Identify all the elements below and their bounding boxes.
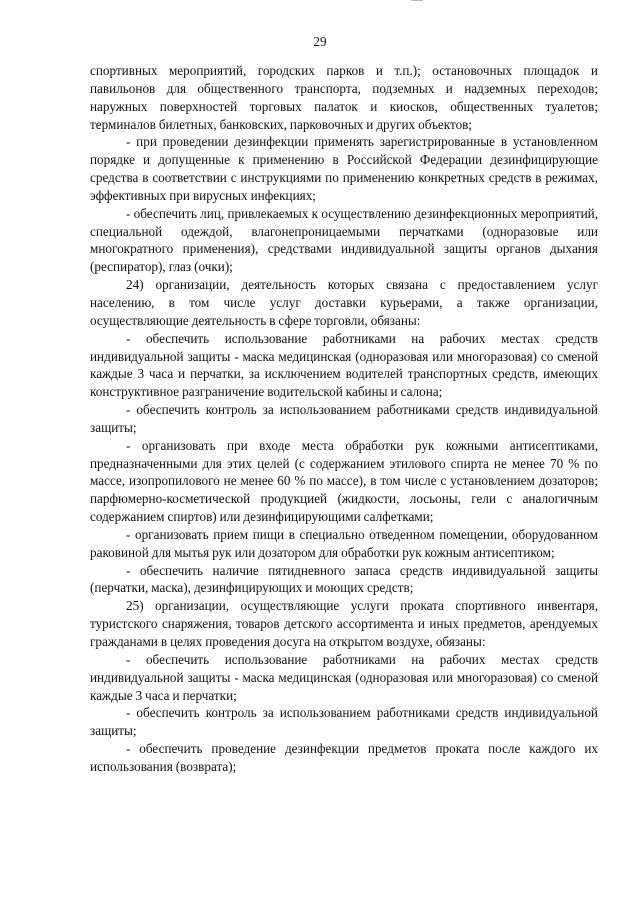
paragraph: - обеспечить наличие пятидневного запаса средств индивидуальной защиты (перчатки, маска), дезинфицирующих и моющих средств; [90,562,598,596]
paragraph: 24) организации, деятельность которых связана с предоставлением услуг населению, в том числе услуг доставки курьерами, а также организации, осуществляющие деятельность в сфере торговли, обязаны: [90,277,598,328]
paragraph: - обеспечить проведение дезинфекции предметов проката после каждого их использования (возврата); [90,741,598,774]
paragraph: - обеспечить использование работниками на рабочих местах средств индивидуальной защиты - маска медицинская (одноразовая или многоразовая) со сменой каждые 3 часа и перчатки, за исключением водителей транспортных средств, имеющих конструктивное разграничение водительской кабины и салона; [90,330,598,400]
body-text [90,62,598,776]
paragraph: - организовать прием пищи в специально отведенном помещении, оборудованном раковиной для мытья рук или дозатором для обработки рук кожным антисептиком; [90,526,598,560]
paragraph: - при проведении дезинфекции применять зарегистрированные в установленном порядке и допущенные к применению в Российской Федерации дезинфицирующие средства в соответствии с инструкциями по применению конкретных средств в режимах, эффективных при вирусных инфекциях; [90,134,598,203]
scan-mark [411,0,423,3]
paragraph: - обеспечить использование работниками на рабочих местах средств индивидуальной защиты - маска медицинская (одноразовая или многоразовая) со сменой каждые 3 часа и перчатки; [90,651,598,703]
paragraph: - обеспечить лиц, привлекаемых к осуществлению дезинфекционных мероприятий, специальной одеждой, влагонепроницаемыми перчатками (одноразовые или многократного применения), средствами индивидуальной защиты органов дыхания (респиратор), глаз (очки); [90,205,598,275]
page-number: 29 [313,34,327,49]
paragraph: спортивных мероприятий, городских парков и т.п.); остановочных площадок и павильонов для общественного транспорта, подземных и надземных переходов; наружных поверхностей торговых палаток и киосков, общественных туалетов; терминалов билетных, банковских, парковочных и других объектов; [90,63,598,132]
paragraph: - организовать при входе места обработки рук кожными антисептиками, предназначенными для этих целей (с содержанием этилового спирта не менее 70 % по массе, изопропилового не менее 60 % по массе), в том числе с установлением дозаторов; парфюмерно-косметической продукцией (жидкости, лосьоны, гели с аналогичным содержанием спиртов) или дезинфицирующими салфетками; [90,437,598,525]
paragraph: - обеспечить контроль за использованием работниками средств индивидуальной защиты; [90,705,598,739]
paragraph: - обеспечить контроль за использованием работниками средств индивидуальной защиты; [90,402,598,435]
paragraph: 25) организации, осуществляющие услуги проката спортивного инвентаря, туристского снаряжения, товаров детского ассортимента и иных предметов, арендуемых гражданами в целях проведения досуга на открытом воздухе, обязаны: [90,598,598,649]
